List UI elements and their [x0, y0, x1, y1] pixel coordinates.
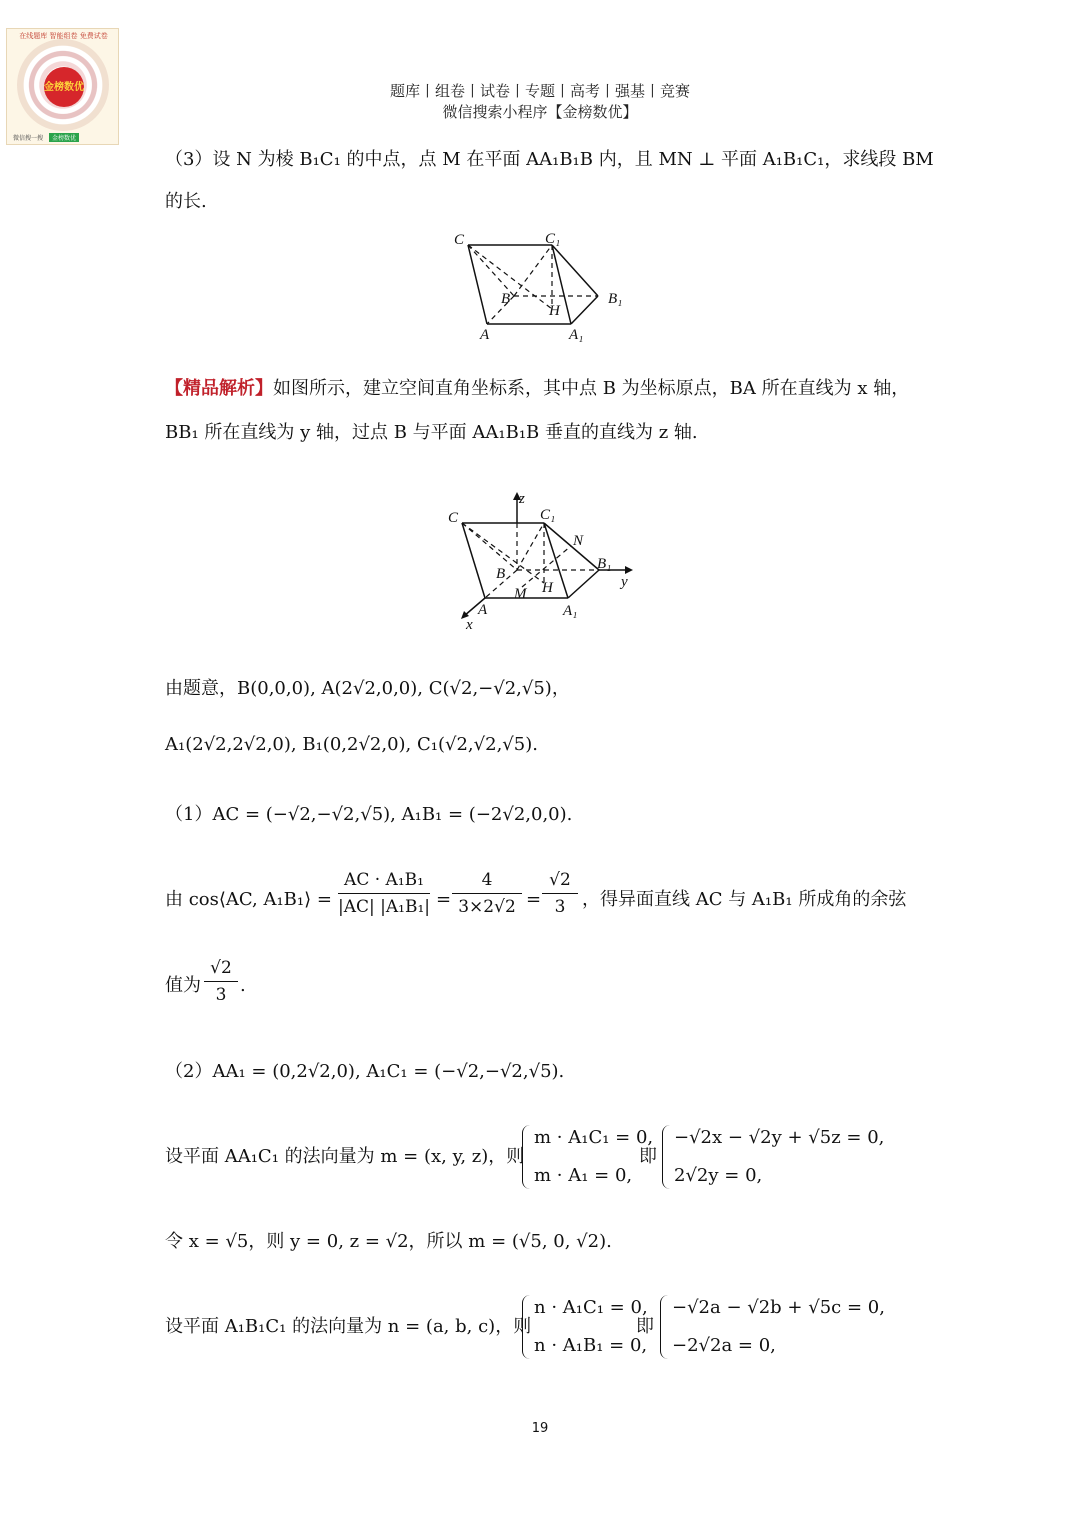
fig1-label-c1: C₁	[545, 231, 561, 247]
cos-frac2-bar	[452, 893, 522, 894]
cos-frac1-den: |AC| |A₁B₁|	[338, 897, 430, 917]
cos-fraction-3	[542, 870, 578, 917]
equals-sign-1: =	[436, 889, 452, 910]
fig2-label-m: M	[514, 586, 527, 602]
cos-frac3-num: √2	[549, 870, 571, 890]
coords-line1: 由题意，B(0,0,0), A(2√2,0,0), C(√2,−√2,√5)，	[165, 678, 570, 699]
fig1-label-b: B	[501, 291, 511, 307]
plane1-prefix: 设平面 AA₁C₁ 的法向量为 m = (x, y, z)，则	[165, 1146, 525, 1167]
cos-frac2-den: 3×2√2	[458, 897, 516, 917]
fig2-label-y: y	[621, 574, 628, 590]
plane1-sys2-a: −√2x − √2y + √5z = 0,	[674, 1127, 885, 1148]
fig1-label-b1: B₁	[608, 291, 623, 307]
solution-tag: 【精品解析】	[165, 378, 273, 399]
equals-sign-2: =	[526, 889, 542, 910]
header-line-2: 微信搜索小程序【金榜数优】	[442, 103, 638, 121]
fig2-label-a1: A₁	[563, 603, 578, 619]
plane2-brace-2	[660, 1295, 671, 1359]
qr-footer-text: 微信搜一搜	[13, 135, 44, 142]
plane2-sys2-a: −√2a − √2b + √5c = 0,	[672, 1297, 885, 1318]
value-num: √2	[210, 958, 232, 978]
fig2-label-x: x	[466, 617, 473, 633]
cos-frac1-num: AC · A₁B₁	[344, 870, 424, 890]
fig2-label-b: B	[496, 566, 506, 582]
fig2-label-a: A	[478, 602, 488, 618]
plane2-mid: 即	[636, 1316, 654, 1337]
cos-fraction-1	[338, 870, 430, 917]
fig2-label-h: H	[542, 580, 553, 596]
part1-vectors: （1）AC = (−√2,−√2,√5), A₁B₁ = (−2√2,0,0).	[165, 804, 573, 825]
prism-figure-1	[440, 225, 640, 350]
fig1-label-a: A	[480, 327, 490, 343]
coords-line2: A₁(2√2,2√2,0), B₁(0,2√2,0), C₁(√2,√2,√5).	[165, 734, 538, 755]
value-prefix: 值为	[165, 975, 201, 996]
solution-intro-line1	[165, 377, 909, 401]
plane1-brace-1	[522, 1125, 533, 1189]
cos-suffix: ，得异面直线 AC 与 A₁B₁ 所成角的余弦	[582, 889, 907, 910]
fig1-label-c: C	[454, 232, 465, 248]
plane1-mid: 即	[639, 1146, 657, 1167]
cos-frac3-den: 3	[554, 897, 566, 917]
plane2-sys1-b: n · A₁B₁ = 0,	[534, 1335, 648, 1356]
qr-rim-text: 在线题库 智能组卷 免费试卷	[19, 32, 108, 40]
cos-prefix: 由 cos⟨AC, A₁B₁⟩ =	[165, 889, 332, 910]
plane1-brace-2	[662, 1125, 673, 1189]
cos-frac2-num: 4	[481, 870, 493, 890]
plane1-sys2-b: 2√2y = 0,	[674, 1165, 763, 1186]
fig2-label-c: C	[448, 510, 459, 526]
cos-fraction-2	[452, 870, 522, 917]
fig2-label-b1: B₁	[597, 556, 612, 572]
qr-footer	[13, 133, 113, 142]
problem-part3-line1: （3）设 N 为棱 B₁C₁ 的中点，点 M 在平面 AA₁B₁B 内，且 MN ⊥ 平面 A₁B₁C₁，求线段 BM	[165, 149, 934, 170]
fig1-label-a1: A₁	[569, 327, 584, 343]
value-period: .	[240, 975, 246, 996]
solution-intro-line2: BB₁ 所在直线为 y 轴，过点 B 与平面 AA₁B₁B 垂直的直线为 z 轴.	[165, 422, 698, 443]
fig2-label-z: z	[519, 491, 525, 507]
part2-vectors: （2）AA₁ = (0,2√2,0), A₁C₁ = (−√2,−√2,√5).	[165, 1061, 565, 1082]
plane2-sys2-b: −2√2a = 0,	[672, 1335, 776, 1356]
let-line: 令 x = √5，则 y = 0, z = √2，所以 m = (√5, 0, √2).	[165, 1231, 612, 1252]
plane2-sys1-a: n · A₁C₁ = 0,	[534, 1297, 648, 1318]
plane2-prefix: 设平面 A₁B₁C₁ 的法向量为 n = (a, b, c)，则	[165, 1316, 532, 1337]
cos-frac3-bar	[542, 893, 578, 894]
qr-footer-tag: 金榜数优	[49, 133, 79, 142]
solution-intro-text: 如图所示，建立空间直角坐标系，其中点 B 为坐标原点，BA 所在直线为 x 轴，	[273, 378, 910, 399]
plane1-sys1-b: m · A₁ = 0,	[534, 1165, 633, 1186]
fig2-label-c1: C₁	[540, 507, 556, 523]
plane1-sys1-a: m · A₁C₁ = 0,	[534, 1127, 654, 1148]
plane2-brace-1	[522, 1295, 533, 1359]
page-number: 19	[531, 1421, 549, 1436]
cos-frac1-bar	[338, 893, 430, 894]
value-fraction	[204, 958, 238, 1005]
problem-part3-line2: 的长.	[165, 191, 207, 212]
fig2-label-n: N	[573, 533, 584, 549]
fig1-label-h: H	[549, 303, 560, 319]
header-line-1: 题库丨组卷丨试卷丨专题丨高考丨强基丨竞赛	[389, 82, 690, 100]
logo-badge: 金榜数优	[44, 67, 84, 107]
value-den: 3	[215, 985, 227, 1005]
value-bar	[204, 981, 238, 982]
coordinate-figure-2	[440, 490, 640, 635]
